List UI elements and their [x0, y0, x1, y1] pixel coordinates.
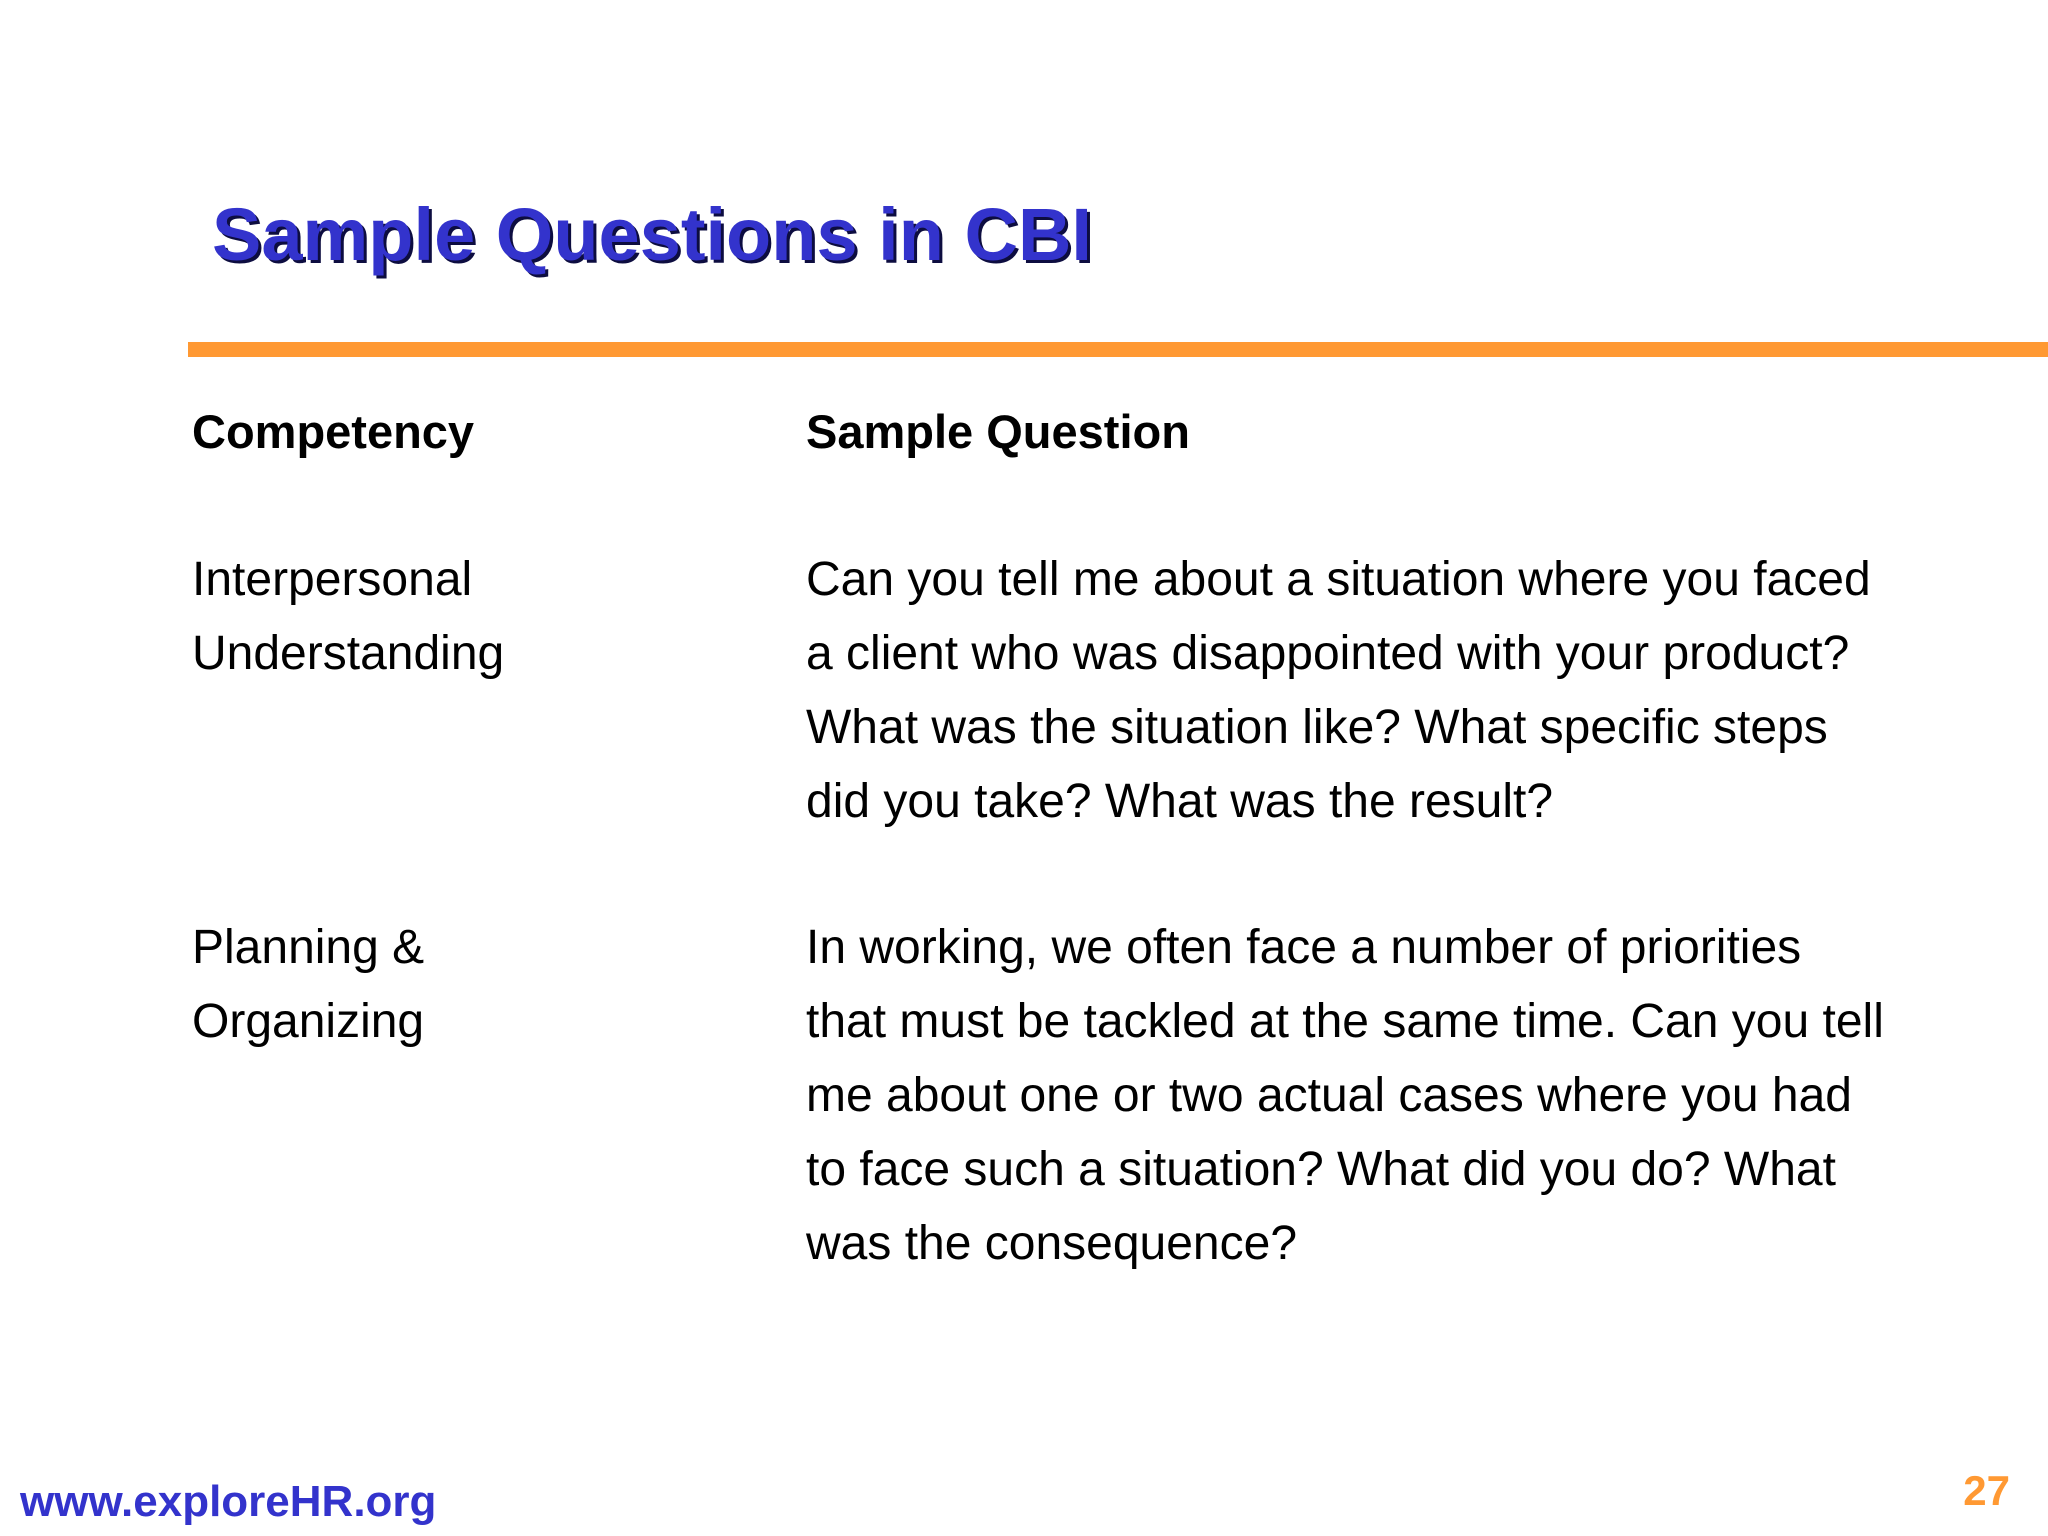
competency-line: Organizing [192, 995, 425, 1048]
question-line: What was the situation like? What specific steps [806, 701, 1828, 754]
sample-question-header: Sample Question [806, 405, 1190, 458]
question-line: to face such a situation? What did you do? What [806, 1143, 1836, 1196]
question-line: In working, we often face a number of priorities [806, 921, 1802, 974]
competency-line: Interpersonal [192, 553, 473, 606]
competency-header: Competency [192, 405, 475, 458]
title-divider [188, 342, 2048, 357]
competency-line: Planning & [192, 921, 425, 974]
question-line: a client who was disappointed with your product? [806, 627, 1850, 680]
competency-cell-interpersonal-understanding [192, 543, 752, 691]
page-number: 27 [1963, 1467, 2010, 1514]
question-cell-planning-organizing [806, 911, 2006, 1281]
competency-cell-planning-organizing [192, 911, 752, 1059]
question-cell-interpersonal-understanding [806, 543, 2006, 839]
question-line: was the consequence? [806, 1217, 1298, 1270]
question-line: me about one or two actual cases where you had [806, 1069, 1852, 1122]
question-line: did you take? What was the result? [806, 775, 1554, 828]
slide-title: Sample Questions in CBI [212, 193, 1092, 276]
question-line: Can you tell me about a situation where you faced [806, 553, 1871, 606]
footer-website-url: www.exploreHR.org [20, 1477, 437, 1526]
competency-line: Understanding [192, 627, 505, 680]
question-line: that must be tackled at the same time. Can you tell [806, 995, 1884, 1048]
